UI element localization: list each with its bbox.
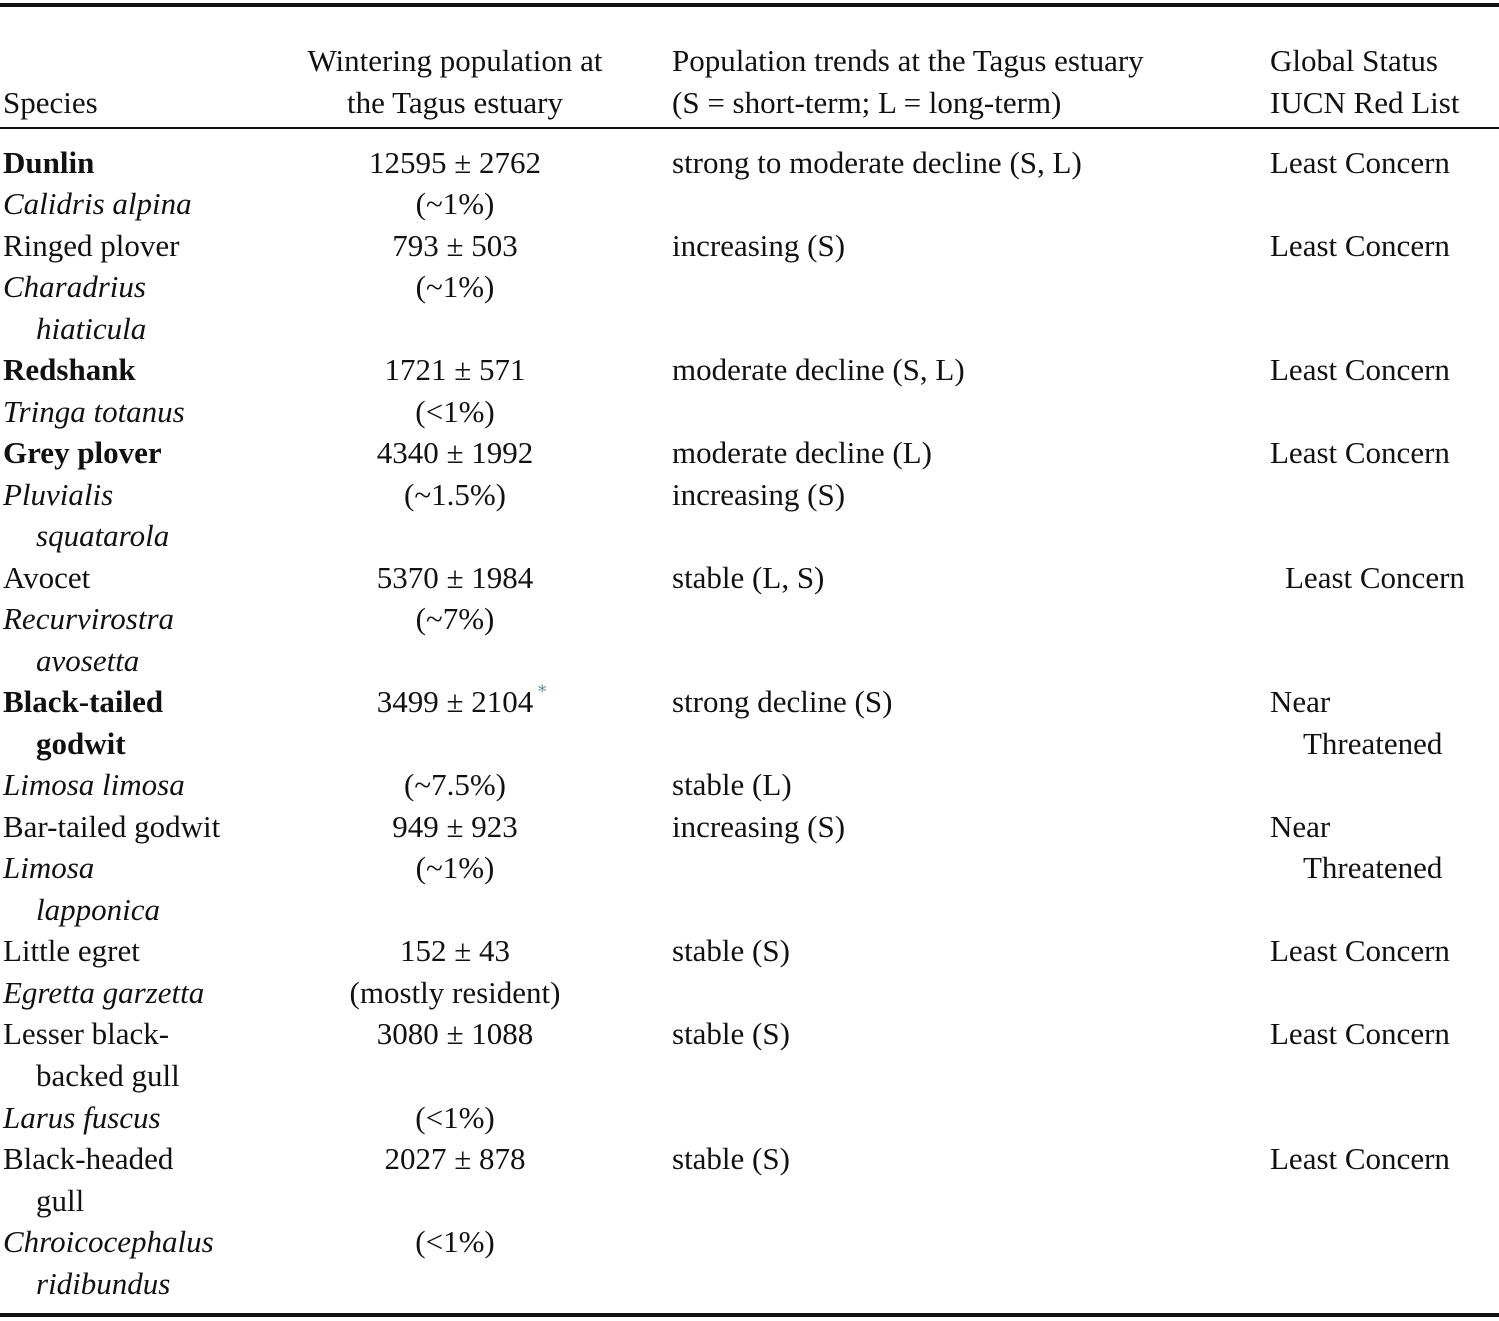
population-count: 3499 ± 2104 bbox=[376, 684, 534, 719]
trend-text: stable (L, S) bbox=[672, 560, 825, 595]
population-count: 12595 ± 2762 bbox=[368, 145, 541, 180]
scientific-name: Limosa limosa bbox=[3, 767, 185, 802]
population-share: (mostly resident) bbox=[349, 975, 561, 1010]
header-status-line1: Global Status bbox=[1270, 43, 1438, 78]
population-count: 4340 ± 1992 bbox=[376, 435, 534, 470]
iucn-status: Least Concern bbox=[1270, 1141, 1450, 1176]
common-name-cont: godwit bbox=[36, 726, 126, 761]
scientific-name-cont: squatarola bbox=[36, 518, 170, 553]
iucn-status: Near bbox=[1270, 809, 1331, 844]
trend-text-2: stable (L) bbox=[672, 767, 792, 802]
iucn-status: Least Concern bbox=[1270, 933, 1450, 968]
scientific-name: Calidris alpina bbox=[3, 186, 192, 221]
bottom-rule bbox=[0, 1313, 1499, 1317]
trend-text: stable (S) bbox=[672, 1016, 790, 1051]
trend-text: strong decline (S) bbox=[672, 684, 893, 719]
scientific-name-cont: avosetta bbox=[36, 643, 140, 678]
common-name: Grey plover bbox=[3, 435, 162, 470]
common-name: Redshank bbox=[3, 352, 136, 387]
population-share: (<1%) bbox=[415, 1224, 495, 1259]
header-trends-line2: (S = short-term; L = long-term) bbox=[672, 85, 1062, 120]
iucn-status-cont: Threatened bbox=[1303, 850, 1443, 885]
trend-text: increasing (S) bbox=[672, 228, 846, 263]
header-wintering-line2: the Tagus estuary bbox=[347, 85, 563, 120]
population-count: 793 ± 503 bbox=[392, 228, 518, 263]
scientific-name: Egretta garzetta bbox=[3, 975, 205, 1010]
scientific-name-cont: hiaticula bbox=[36, 311, 147, 346]
trend-text: increasing (S) bbox=[672, 809, 846, 844]
population-share: (~1%) bbox=[415, 850, 495, 885]
population-count: 5370 ± 1984 bbox=[376, 560, 534, 595]
population-count: 3080 ± 1088 bbox=[376, 1016, 534, 1051]
header-rule bbox=[0, 127, 1499, 129]
iucn-status-cont: Threatened bbox=[1303, 726, 1443, 761]
header-wintering-line1: Wintering population at bbox=[307, 43, 603, 78]
scientific-name: Pluvialis bbox=[3, 477, 114, 512]
iucn-status: Least Concern bbox=[1270, 228, 1450, 263]
population-share: (~7.5%) bbox=[404, 767, 506, 802]
scientific-name: Recurvirostra bbox=[3, 601, 175, 636]
trend-text: moderate decline (S, L) bbox=[672, 352, 965, 387]
population-count: 1721 ± 571 bbox=[384, 352, 526, 387]
iucn-status: Least Concern bbox=[1285, 560, 1465, 595]
common-name: Black-tailed bbox=[3, 684, 164, 719]
scientific-name-cont: lapponica bbox=[36, 892, 160, 927]
population-count: 152 ± 43 bbox=[399, 933, 510, 968]
scientific-name: Charadrius bbox=[3, 269, 146, 304]
top-rule bbox=[0, 3, 1499, 7]
iucn-status: Least Concern bbox=[1270, 145, 1450, 180]
common-name: Little egret bbox=[3, 933, 140, 968]
common-name: Ringed plover bbox=[3, 228, 180, 263]
iucn-status: Least Concern bbox=[1270, 435, 1450, 470]
population-count: 2027 ± 878 bbox=[384, 1141, 526, 1176]
iucn-status: Near bbox=[1270, 684, 1331, 719]
population-share: (<1%) bbox=[415, 394, 495, 429]
scientific-name: Tringa totanus bbox=[3, 394, 185, 429]
trend-text: stable (S) bbox=[672, 933, 790, 968]
population-share: (~1.5%) bbox=[404, 477, 506, 512]
common-name-cont: gull bbox=[36, 1183, 85, 1218]
header-trends-line1: Population trends at the Tagus estuary bbox=[672, 43, 1144, 78]
iucn-status: Least Concern bbox=[1270, 1016, 1450, 1051]
population-share: (~1%) bbox=[415, 186, 495, 221]
common-name: Bar-tailed godwit bbox=[3, 809, 221, 844]
population-share: (~7%) bbox=[415, 601, 495, 636]
common-name: Black-headed bbox=[3, 1141, 174, 1176]
iucn-status: Least Concern bbox=[1270, 352, 1450, 387]
common-name: Avocet bbox=[3, 560, 91, 595]
trend-text-2: increasing (S) bbox=[672, 477, 846, 512]
trend-text: moderate decline (L) bbox=[672, 435, 932, 470]
footnote-marker: * bbox=[538, 682, 547, 702]
header-status-line2: IUCN Red List bbox=[1270, 85, 1460, 120]
trend-text: stable (S) bbox=[672, 1141, 790, 1176]
scientific-name: Limosa bbox=[3, 850, 95, 885]
population-count: 949 ± 923 bbox=[392, 809, 518, 844]
common-name: Dunlin bbox=[3, 145, 95, 180]
scientific-name-cont: ridibundus bbox=[36, 1266, 171, 1301]
trend-text: strong to moderate decline (S, L) bbox=[672, 145, 1082, 180]
common-name-cont: backed gull bbox=[36, 1058, 180, 1093]
common-name: Lesser black- bbox=[3, 1016, 170, 1051]
population-share: (<1%) bbox=[415, 1100, 495, 1135]
scientific-name: Larus fuscus bbox=[3, 1100, 161, 1135]
scientific-name: Chroicocephalus bbox=[3, 1224, 214, 1259]
population-share: (~1%) bbox=[415, 269, 495, 304]
header-species: Species bbox=[3, 85, 98, 120]
